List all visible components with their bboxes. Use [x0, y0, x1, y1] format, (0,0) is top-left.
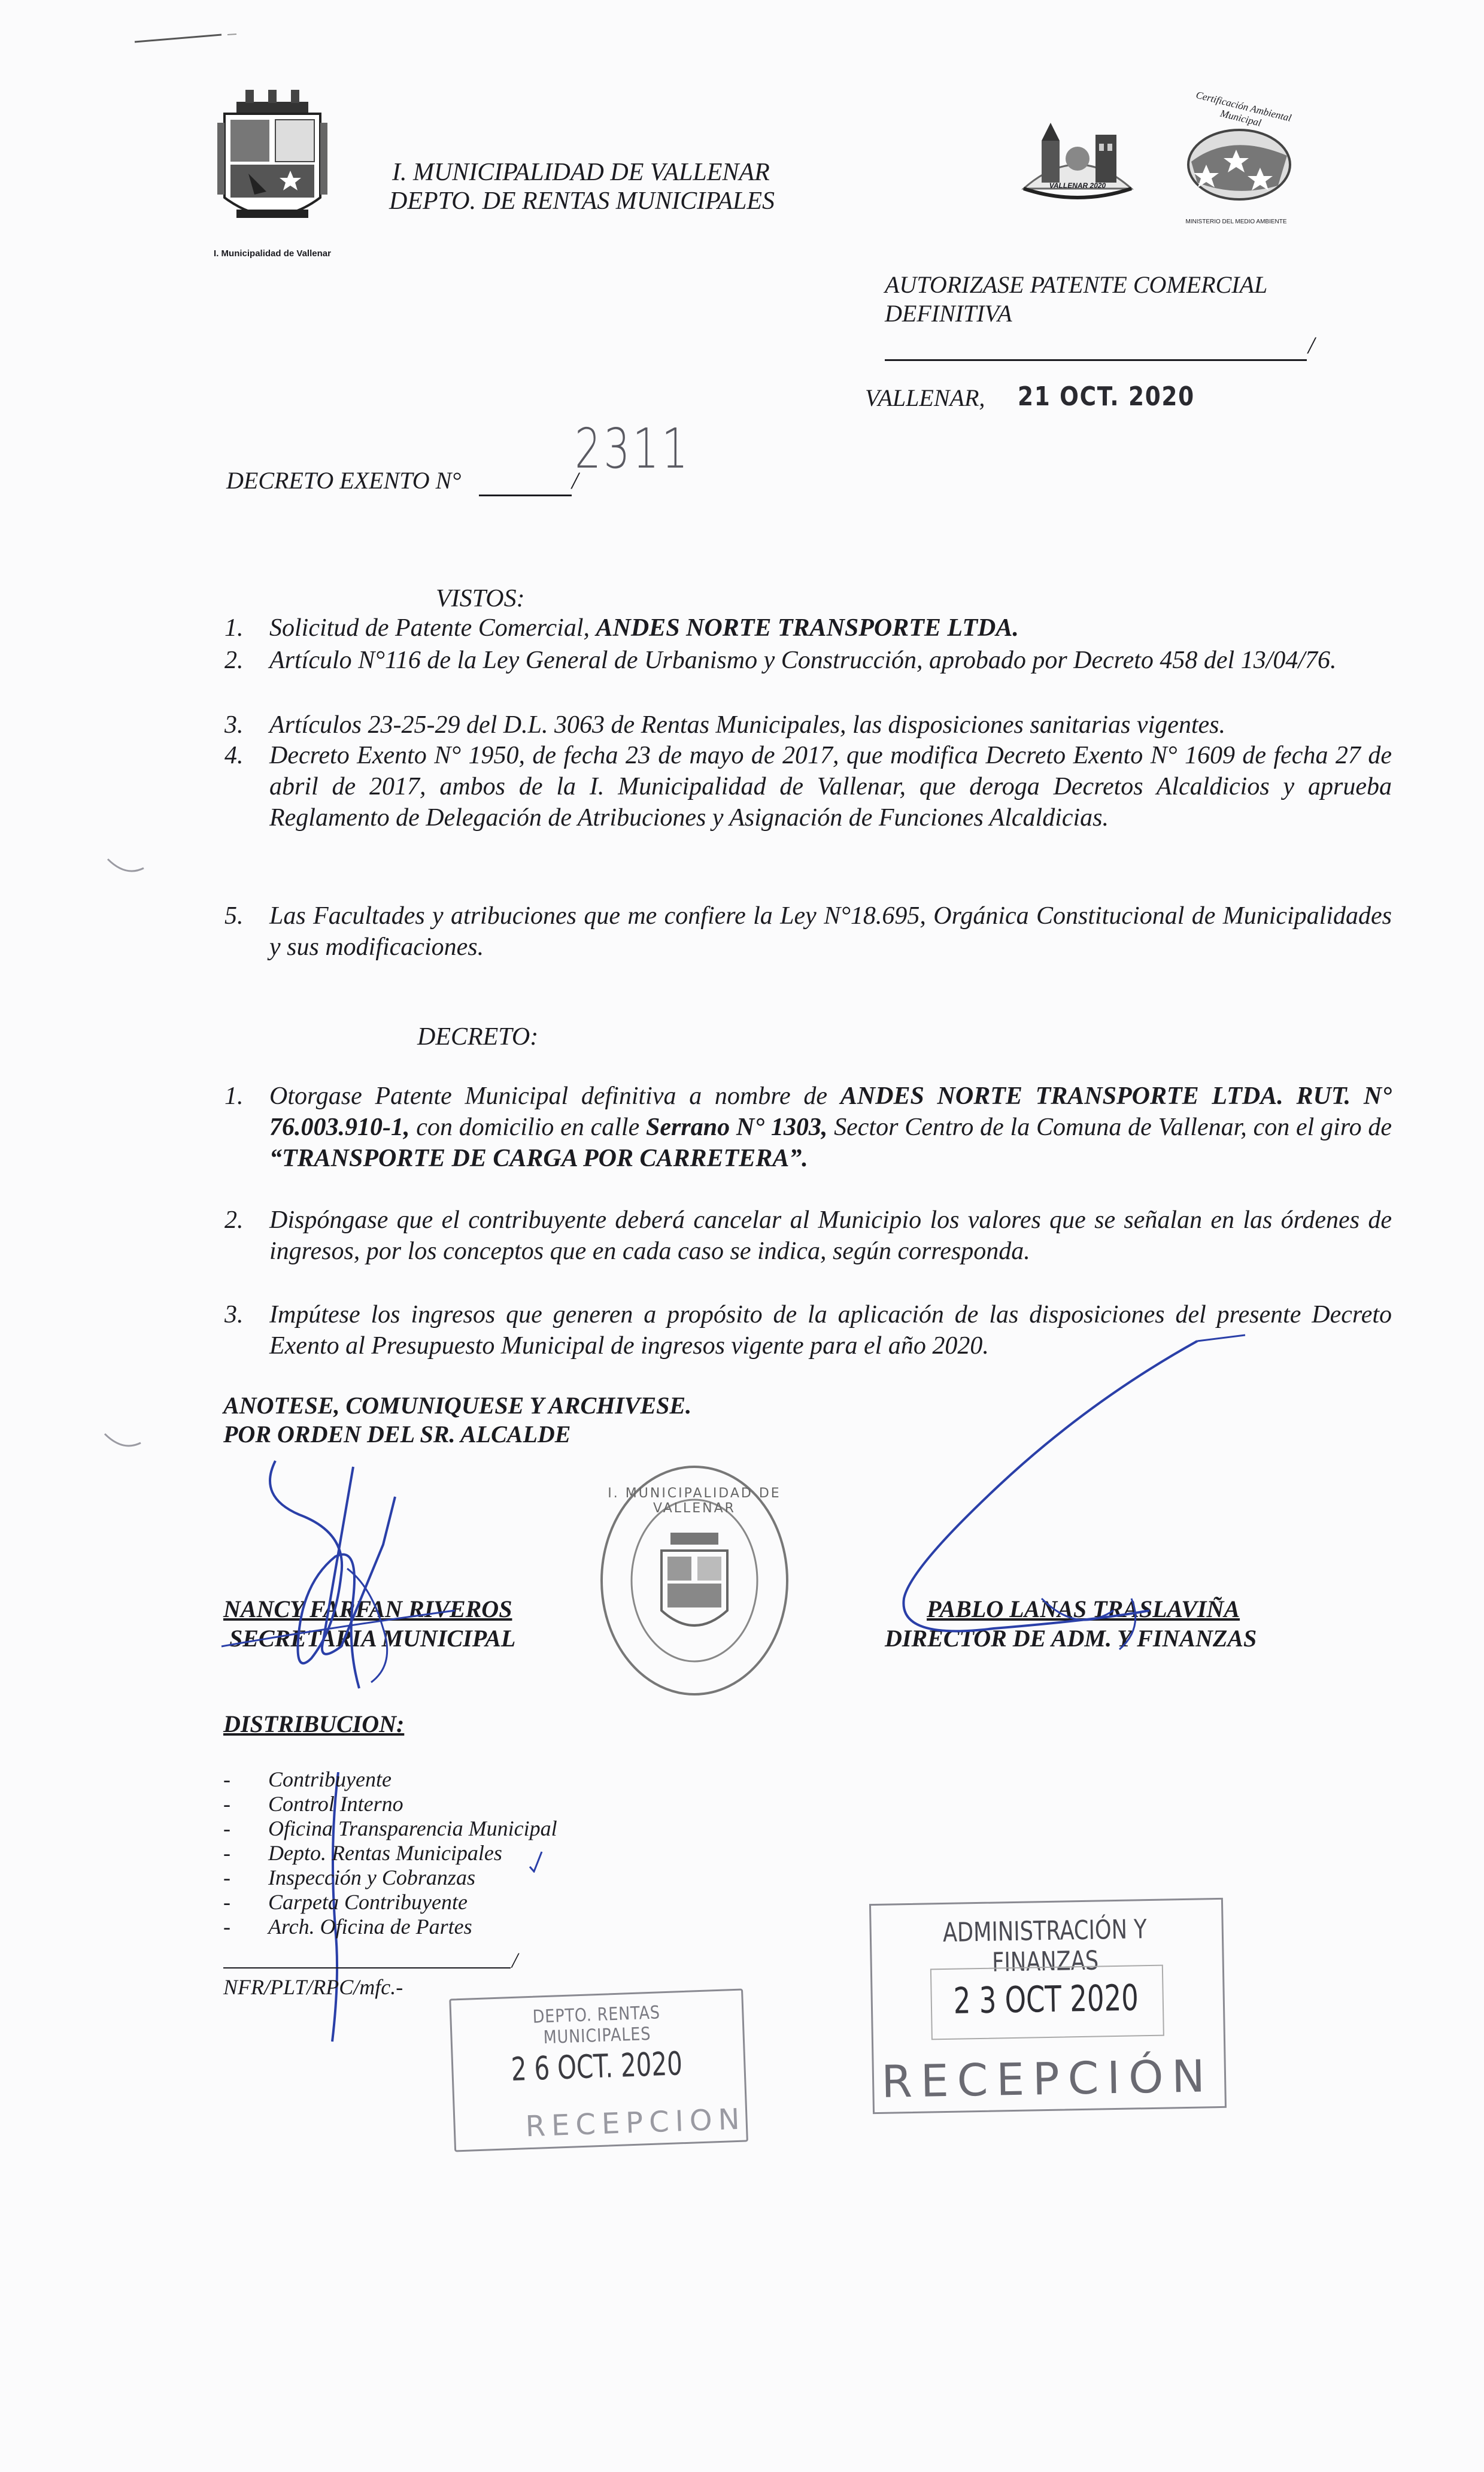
vistos-2-text: Artículo N°116 de la Ley General de Urbanismo y Construcción, aprobado por Decreto 458 del 13/04/76.	[269, 647, 1337, 674]
rentas-stamp-title: DEPTO. RENTAS MUNICIPALES	[532, 2002, 661, 2049]
right-signature	[862, 1317, 1251, 1652]
decreto-1-part-a: Otorgase Patente Municipal definitiva a nombre de	[269, 1082, 840, 1110]
initials: NFR/PLT/RPC/mfc.-	[223, 1975, 403, 1999]
adm-stamp-date: 2 3 OCT 2020	[953, 1977, 1139, 2022]
decreto-1-part-e: Sector Centro de la Comuna de Vallenar, con el giro de	[827, 1114, 1392, 1141]
municipal-seal	[596, 1461, 793, 1700]
list-item: - Control Interno	[223, 1792, 403, 1816]
decree-underline	[479, 495, 572, 496]
decreto-2-number: 2.	[224, 1206, 244, 1234]
initials-rule	[223, 1967, 511, 1968]
list-item: - Inspección y Cobranzas	[223, 1866, 475, 1889]
check-mark	[527, 1849, 545, 1873]
municipal-logo	[213, 90, 332, 245]
left-signature	[204, 1449, 491, 1700]
list-item: - Oficina Transparencia Municipal	[223, 1816, 557, 1840]
right-signer-title: DIRECTOR DE ADM. Y FINANZAS	[885, 1625, 1257, 1652]
vistos-4	[224, 740, 1392, 833]
vistos-3-number: 3.	[224, 711, 244, 739]
logo2-text: VALLENAR 2020	[1049, 181, 1106, 190]
vistos-4-text: Decreto Exento N° 1950, de fecha 23 de mayo de 2017, que modifica Decreto Exento N° 1609 de fecha 27 de abril de 2017, ambos de la I. Municipalidad de Vallenar, que deroga Decretos Alcaldicios y aprueba Reglamento de Delegación de Atribuciones y Asignación de Funciones Alcaldicias.	[269, 742, 1392, 832]
date-city: VALLENAR,	[865, 384, 985, 411]
decreto-1	[224, 1081, 1392, 1174]
hole-punch-mark	[105, 856, 147, 880]
list-item: - Depto. Rentas Municipales	[223, 1841, 502, 1865]
decreto-2	[224, 1205, 1392, 1267]
decreto-heading: DECRETO:	[417, 1023, 539, 1051]
adm-stamp-title: ADMINISTRACIÓN Y FINANZAS	[942, 1914, 1148, 1978]
vistos-5-text: Las Facultades y atribuciones que me confiere la Ley N°18.695, Orgánica Constitucional de Municipalidades y sus modificaciones.	[269, 902, 1392, 961]
environmental-cert-logo	[1164, 89, 1308, 230]
decreto-2-text: Dispóngase que el contribuyente deberá cancelar al Municipio los valores que se señalan en las órdenes de ingresos, por los conceptos que en cada caso se indica, según corresponda.	[269, 1206, 1392, 1265]
rentas-stamp-footer: RECEPCION	[524, 2102, 746, 2144]
vistos-5-number: 5.	[224, 902, 244, 930]
vallenar-2020-logo	[1018, 117, 1137, 204]
decree-label: DECRETO EXENTO N°	[226, 467, 462, 494]
city-landmarks-icon	[1018, 117, 1137, 204]
vistos-2-number: 2.	[224, 647, 244, 674]
vistos-1-number: 1.	[224, 614, 244, 642]
list-item: - Contribuyente	[223, 1767, 392, 1791]
left-signer-name: NANCY FARFAN RIVEROS	[223, 1596, 512, 1622]
subject-slash: /	[1308, 332, 1315, 359]
decreto-3-text: Impútese los ingresos que generen a propósito de la aplicación de las disposiciones del presente Decreto Exento al Presupuesto Municipal de ingresos vigente para el año 2020.	[269, 1301, 1392, 1360]
vistos-2	[224, 645, 1392, 676]
logo3-text: Certificación Ambiental Municipal	[1194, 89, 1293, 129]
vistos-5	[224, 900, 1392, 963]
decreto-3-number: 3.	[224, 1301, 244, 1328]
seal-text: I. MUNICIPALIDAD DE VALLENAR	[608, 1486, 781, 1516]
adm-stamp-footer: RECEPCIÓN	[881, 2051, 1214, 2108]
decreto-1-address: Serrano N° 1303,	[646, 1114, 828, 1141]
decree-slash: /	[572, 467, 579, 494]
closing-line1: ANOTESE, COMUNIQUESE Y ARCHIVESE.	[223, 1392, 692, 1419]
subject-underline	[885, 359, 1307, 361]
closing-line2: POR ORDEN DEL SR. ALCALDE	[223, 1421, 571, 1448]
decreto-1-business: “TRANSPORTE DE CARGA POR CARRETERA”.	[269, 1145, 808, 1172]
rentas-stamp-date: 2 6 OCT. 2020	[510, 2045, 683, 2089]
initials-slash: /	[512, 1948, 518, 1972]
vistos-heading: VISTOS:	[436, 585, 525, 612]
decreto-1-text	[269, 1081, 1392, 1174]
right-signer-name: PABLO LANAS TRASLAVIÑA	[927, 1596, 1240, 1622]
list-item: - Carpeta Contribuyente	[223, 1890, 468, 1914]
coat-of-arms-icon	[213, 90, 332, 245]
subject-line2: DEFINITIVA	[885, 300, 1012, 327]
municipality-name: I. MUNICIPALIDAD DE VALLENAR	[392, 159, 770, 186]
list-item: - Arch. Oficina de Partes	[223, 1915, 472, 1939]
vistos-4-number: 4.	[224, 742, 244, 769]
logo-caption: I. Municipalidad de Vallenar	[214, 248, 331, 259]
decreto-1-company-rut: ANDES NORTE TRANSPORTE LTDA. RUT. N° 76.003.910-1,	[269, 1082, 1392, 1141]
issue-date: 21 OCT. 2020	[1018, 381, 1195, 412]
distribution-heading: DISTRIBUCION:	[223, 1710, 405, 1737]
subject-line1: AUTORIZASE PATENTE COMERCIAL	[885, 271, 1268, 298]
scan-mark	[132, 24, 251, 48]
logo3-caption: MINISTERIO DEL MEDIO AMBIENTE	[1185, 219, 1287, 225]
decree-number: 2311	[575, 417, 691, 481]
vistos-1-text: Solicitud de Patente Comercial,	[269, 614, 596, 642]
vistos-1	[224, 612, 1392, 644]
hole-punch-mark	[102, 1431, 144, 1455]
decreto-1-number: 1.	[224, 1082, 244, 1110]
decreto-1-part-c: con domicilio en calle	[409, 1114, 647, 1141]
rentas-received-stamp	[449, 1989, 748, 2167]
vistos-1-company: ANDES NORTE TRANSPORTE LTDA.	[596, 614, 1019, 642]
vistos-3	[224, 709, 1392, 741]
distribution-list	[223, 1767, 762, 1939]
left-signer-title: SECRETARIA MUNICIPAL	[229, 1625, 516, 1652]
vistos-3-text: Artículos 23-25-29 del D.L. 3063 de Rentas Municipales, las disposiciones sanitarias vigentes.	[269, 711, 1226, 739]
admin-finance-stamp	[869, 1898, 1226, 2116]
department-name: DEPTO. DE RENTAS MUNICIPALES	[389, 187, 775, 215]
